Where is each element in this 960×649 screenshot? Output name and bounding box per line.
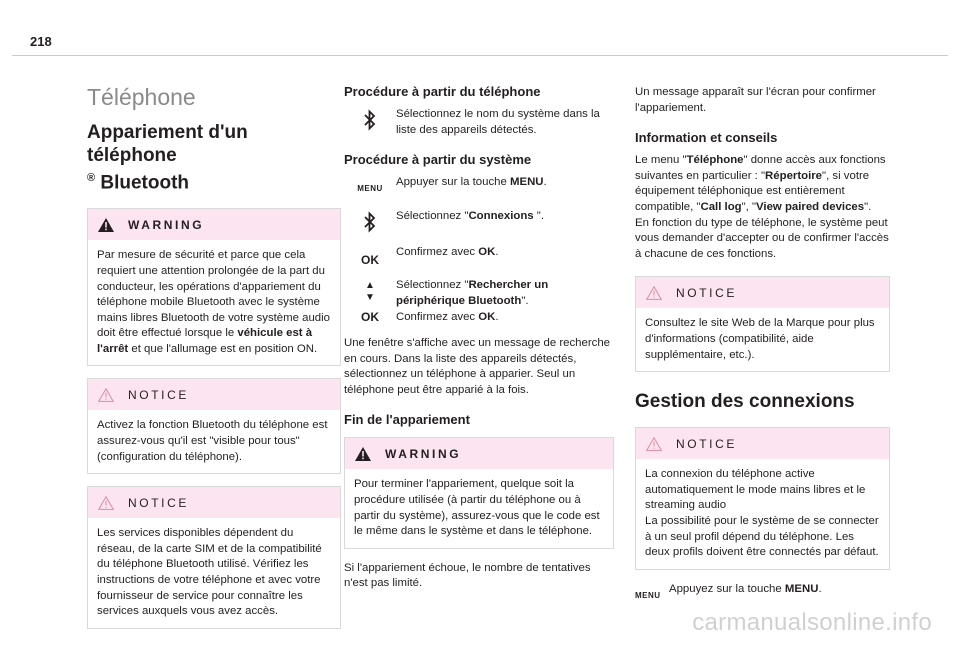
notice-header bbox=[636, 277, 889, 308]
fail-paragraph: Si l'appariement échoue, le nombre de tentatives n'est pas limité. bbox=[344, 561, 591, 590]
notice-header bbox=[88, 487, 340, 518]
registered-mark: ® bbox=[87, 172, 96, 184]
heading-text: Appariement d'un téléphone bbox=[87, 122, 248, 166]
notice-box bbox=[635, 276, 890, 372]
notice-text: La connexion du téléphone active automatiquement le mode mains libres et le streaming audio bbox=[645, 468, 866, 512]
step-key: OK bbox=[478, 310, 496, 323]
step-text: Appuyer sur la touche bbox=[396, 176, 510, 189]
bluetooth-icon bbox=[364, 109, 376, 131]
step-text-end: ". bbox=[533, 209, 544, 222]
heading-bluetooth: Bluetooth bbox=[95, 172, 190, 194]
notice-icon bbox=[98, 388, 114, 402]
notice-box bbox=[87, 486, 341, 629]
menu-key-icon: MENU bbox=[635, 590, 661, 600]
header-rule bbox=[12, 55, 948, 56]
notice-header bbox=[88, 379, 340, 410]
step-text-end: . bbox=[495, 245, 499, 258]
arrow-down-icon: ▼ bbox=[365, 292, 375, 304]
arrow-up-icon: ▲ bbox=[365, 280, 375, 292]
warning-text: Pour terminer l'appariement, quelque soit la procédure utilisée (à partir du téléphone ou à partir du système), assurez-vous que le code est le même dans le système et dans le téléphone. bbox=[354, 478, 600, 538]
step-text: Confirmez avec bbox=[396, 310, 479, 323]
warning-icon bbox=[355, 447, 371, 461]
column-1 bbox=[87, 76, 341, 641]
step-text-end: . bbox=[543, 176, 547, 189]
warning-box bbox=[344, 437, 614, 548]
step-text-end: . bbox=[818, 582, 822, 595]
step-key: Connexions bbox=[468, 209, 534, 222]
info-paragraph: Le menu "Téléphone" donne accès aux fonctions suivantes en particulier : "Répertoire", si votre équipement téléphonique est entièrement compatible, "Call log", "View paired devices". bbox=[635, 154, 886, 213]
step-key: Rechercher un périphérique Bluetooth bbox=[396, 279, 549, 307]
search-paragraph: Une fenêtre s'affiche avec un message de recherche en cours. Dans la liste des appareils détectés, sélectionnez un téléphone à apparier. Seul un téléphone peut être apparié à la fois. bbox=[344, 336, 611, 396]
notice-label: NOTICE bbox=[128, 387, 189, 402]
step-text: Sélectionnez " bbox=[396, 279, 469, 292]
warning-label: WARNING bbox=[128, 217, 205, 232]
step-phone bbox=[344, 107, 614, 138]
step-text: Confirmez avec bbox=[396, 245, 479, 258]
step-search bbox=[344, 278, 614, 326]
page-heading bbox=[87, 121, 341, 194]
ok-key-icon: OK bbox=[361, 310, 379, 325]
notice-label: NOTICE bbox=[128, 495, 189, 510]
warning-body bbox=[88, 240, 340, 365]
column-2 bbox=[344, 76, 614, 602]
info-heading: Information et conseils bbox=[635, 130, 778, 146]
proc-system-heading: Procédure à partir du système bbox=[344, 152, 532, 168]
notice-icon bbox=[646, 286, 662, 300]
end-heading: Fin de l'appariement bbox=[344, 412, 470, 428]
notice-label: NOTICE bbox=[676, 436, 737, 451]
notice-icon bbox=[98, 496, 114, 510]
step-text: Sélectionnez " bbox=[396, 209, 469, 222]
notice-icon bbox=[646, 437, 662, 451]
warning-text-bold: véhicule est à l'arrêt bbox=[97, 327, 313, 355]
notice-label: NOTICE bbox=[676, 285, 737, 300]
notice-body bbox=[88, 410, 340, 473]
warning-body bbox=[345, 469, 613, 547]
step-text: Sélectionnez le nom du système dans la liste des appareils détectés. bbox=[396, 108, 600, 136]
watermark: carmanualsonline.info bbox=[692, 609, 932, 636]
warning-text: Par mesure de sécurité et parce que cela requiert une attention prolongée de la part du conducteur, les opérations d'appariement du téléphone mobile Bluetooth avec le système mains libres Bluetooth de votre système audio doit être effectué lorsque le bbox=[97, 249, 330, 340]
page-number: 218 bbox=[30, 34, 52, 49]
column-3 bbox=[635, 76, 890, 613]
gestion-heading: Gestion des connexions bbox=[635, 391, 855, 413]
step-key: MENU bbox=[509, 176, 544, 189]
step-confirm bbox=[344, 245, 614, 269]
bluetooth-icon bbox=[364, 211, 376, 233]
warning-text-end: et que l'allumage est en position ON. bbox=[128, 342, 318, 355]
notice-box bbox=[635, 427, 890, 570]
notice-box bbox=[87, 378, 341, 474]
notice-header bbox=[636, 428, 889, 459]
notice-body bbox=[88, 518, 340, 628]
warning-box bbox=[87, 208, 341, 366]
step-text: Appuyez sur la touche bbox=[669, 582, 785, 595]
warning-header bbox=[88, 209, 340, 240]
menu-key-icon: MENU bbox=[357, 184, 383, 194]
ok-key-icon: OK bbox=[361, 252, 379, 267]
warning-label: WARNING bbox=[385, 446, 462, 461]
step-text-mid: ". bbox=[521, 294, 529, 307]
notice-text-2: La possibilité pour le système de se connecter à un seul profil dépend du téléphone. Les deux profils doivent être connectés par défaut. bbox=[645, 514, 879, 559]
notice-text: Activez la fonction Bluetooth du téléphone est assurez-vous qu'il est "visible pour tous" (configuration du téléphone). bbox=[97, 419, 328, 463]
step-text-end: . bbox=[495, 310, 499, 323]
step-menu bbox=[344, 175, 614, 197]
notice-body bbox=[636, 459, 889, 569]
notice-text: Les services disponibles dépendent du réseau, de la carte SIM et de la compatibilité du téléphone Bluetooth utilisé. Vérifiez les instructions de votre téléphone et avec votre fournisseur de service pour connaître les services auxquels vous avez accès. bbox=[97, 527, 322, 618]
info-paragraph-2: En fonction du type de téléphone, le système peut vous demander d'accepter ou de confirmer l'accès à chacune de ces fonctions. bbox=[635, 216, 889, 260]
warning-icon bbox=[98, 218, 114, 232]
step-connexions bbox=[344, 209, 614, 233]
step-key: MENU bbox=[784, 582, 819, 595]
intro-paragraph: Un message apparaît sur l'écran pour confirmer l'appariement. bbox=[635, 86, 876, 114]
notice-text: Consultez le site Web de la Marque pour plus d'informations (compatibilité, aide supplémentaire, etc.). bbox=[645, 317, 875, 361]
warning-header bbox=[345, 438, 613, 469]
section-title: Téléphone bbox=[87, 84, 196, 110]
notice-body bbox=[636, 308, 889, 371]
step-key: OK bbox=[478, 245, 496, 258]
step-menu bbox=[635, 582, 890, 604]
proc-phone-heading: Procédure à partir du téléphone bbox=[344, 84, 541, 99]
